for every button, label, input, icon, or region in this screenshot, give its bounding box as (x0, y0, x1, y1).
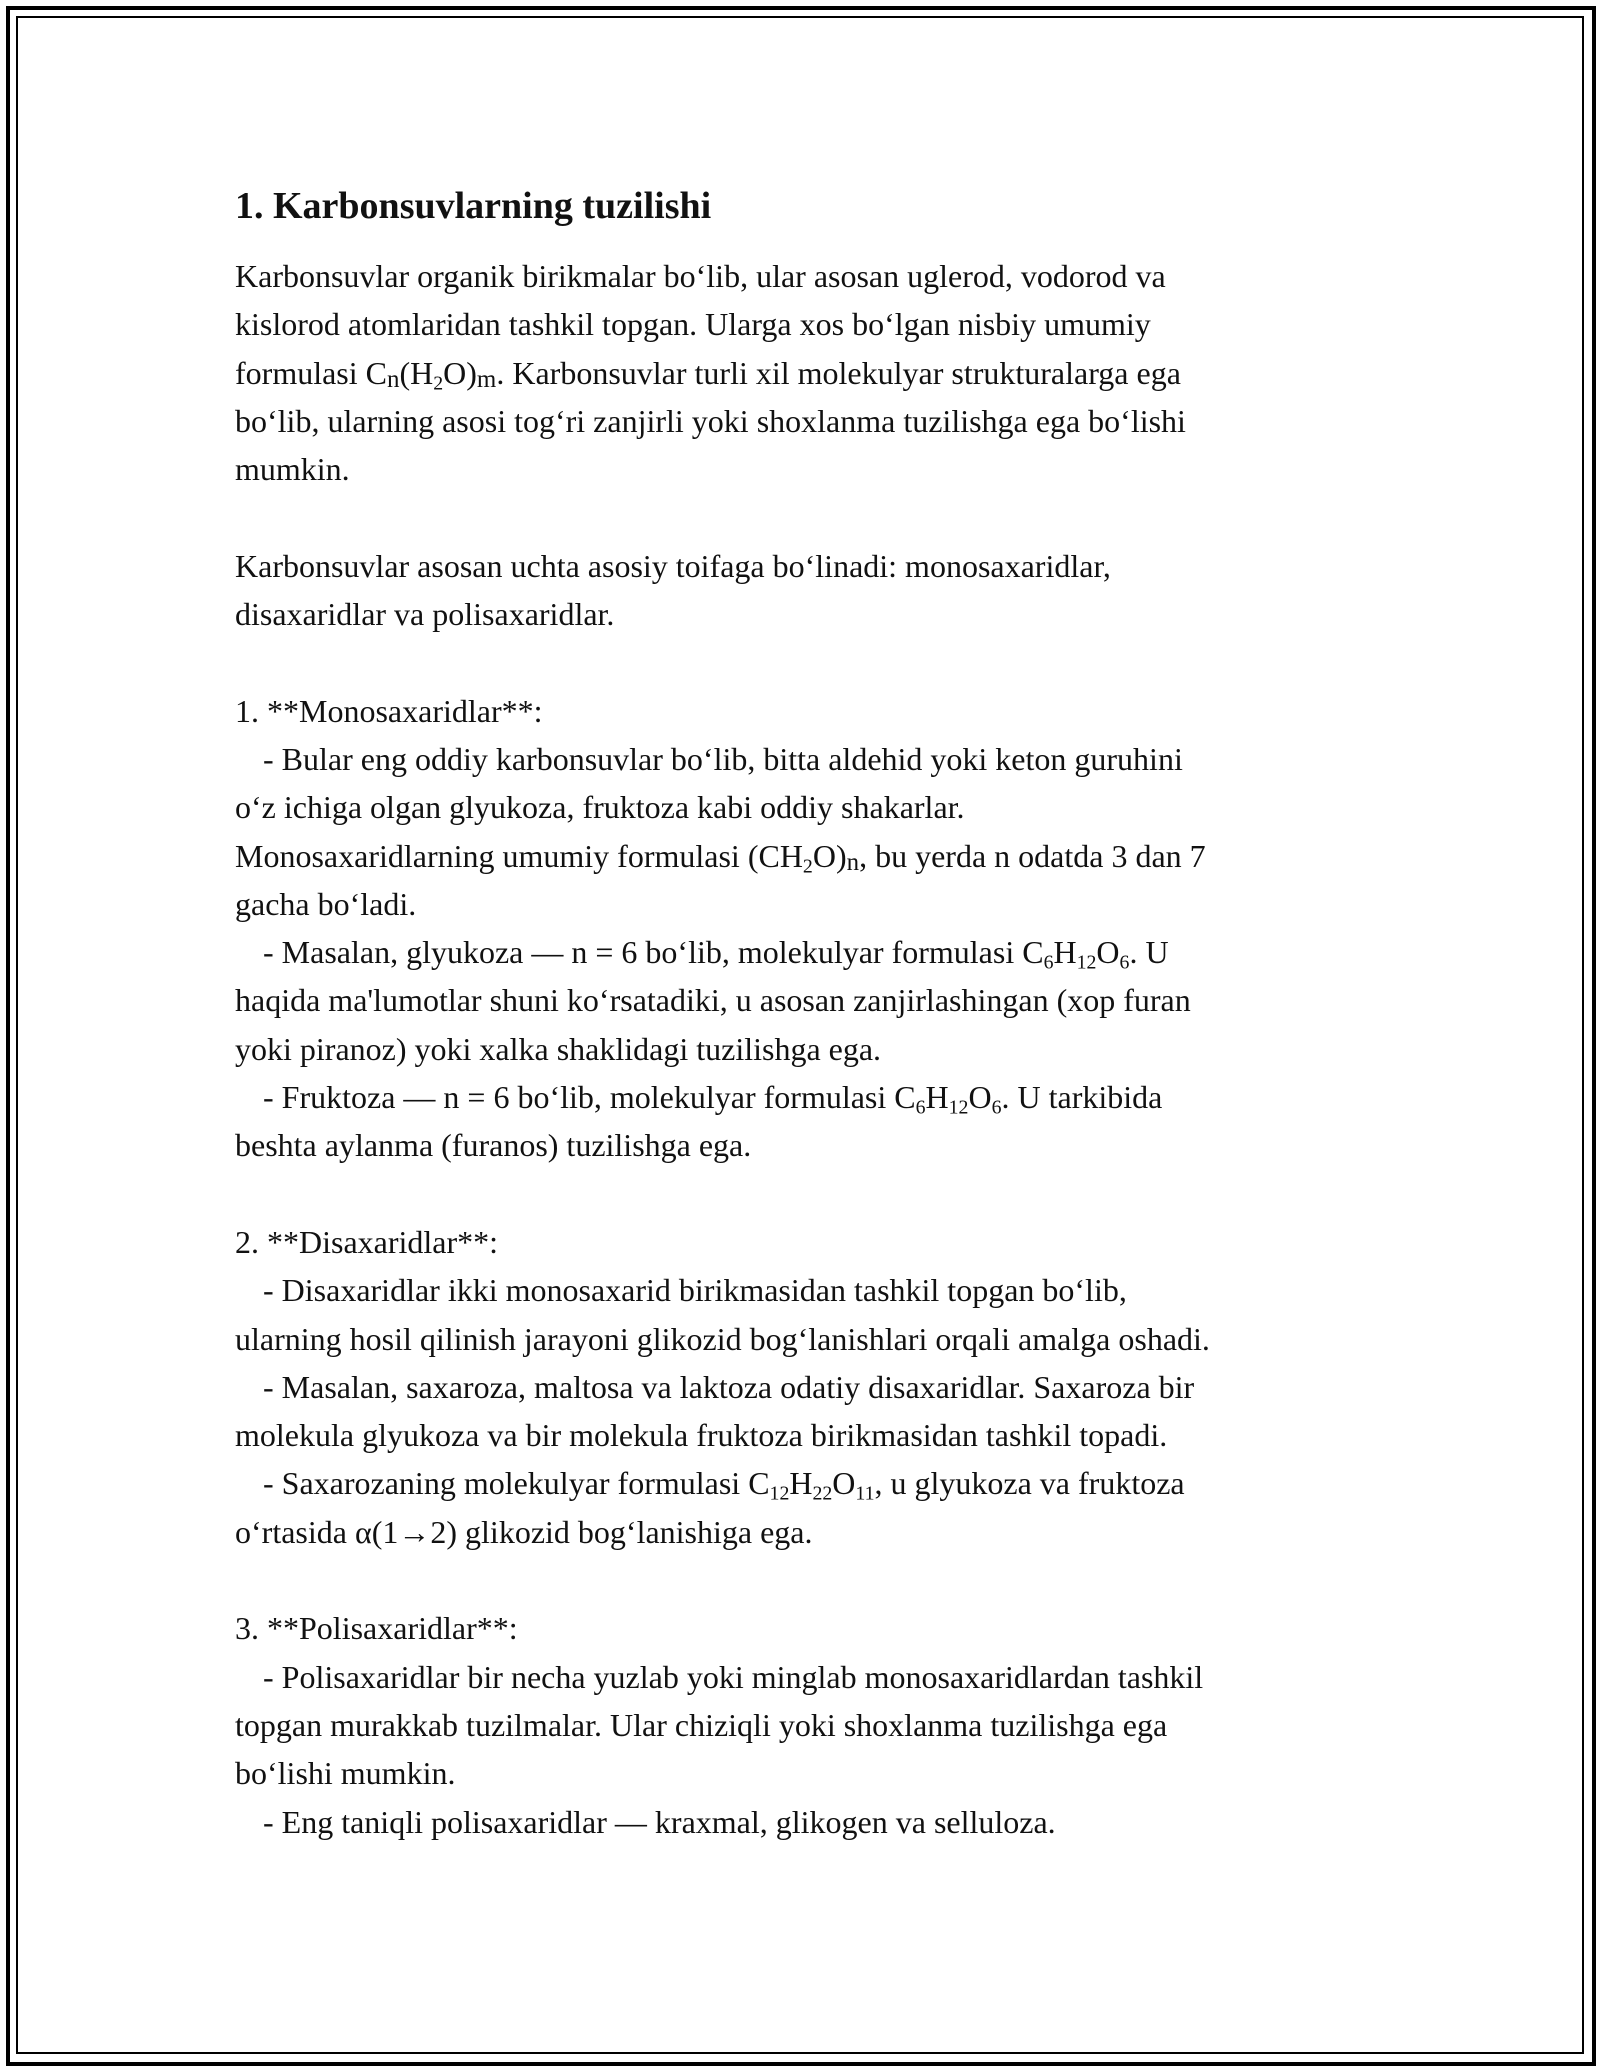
text-line: bo‘lib, ularning asosi tog‘ri zanjirli yoki shoxlanma tuzilishga ega bo‘lishi (235, 402, 1186, 439)
formula-line: Monosaxaridlarning umumiy formulasi $(CH_2O)_n$, bu yerda n odatda 3 dan 7 (235, 837, 1206, 878)
text-line: o‘rtasida α(1→2) glikozid bog‘lanishiga ega. (235, 1513, 813, 1550)
list-item: - Saxarozaning molekulyar formulasi $C_{12}H_{22}O_{11}$, u glyukoza va fruktoza (263, 1465, 1185, 1505)
text-line: o‘z ichiga olgan glyukoza, fruktoza kabi oddiy shakarlar. (235, 789, 965, 826)
list-heading: 1. **Monosaxaridlar**: (235, 692, 543, 729)
text-line: Karbonsuvlar organik birikmalar bo‘lib, ular asosan uglerod, vodorod va (235, 258, 1166, 294)
list-heading: 3. **Polisaxaridlar**: (235, 1610, 518, 1647)
text-line: yoki piranoz) yoki xalka shaklidagi tuzilishga ega. (235, 1030, 882, 1067)
monosaccharides-section (235, 687, 1370, 1170)
list-item: - Fruktoza — n = 6 bo‘lib, molekulyar formulasi $C_6H_{12}O_6$. U tarkibida (263, 1079, 1163, 1119)
text-line: mumkin. (235, 451, 350, 488)
text-line: gacha bo‘ladi. (235, 885, 417, 922)
intro-paragraph (235, 252, 1370, 493)
text-line: molekula glyukoza va bir molekula fruktoza birikmasidan tashkil topadi. (235, 1417, 1168, 1454)
text-line: haqida ma'lumotlar shuni ko‘rsatadiki, u asosan zanjirlashingan (xop furan (235, 982, 1191, 1019)
text-line: bo‘lishi mumkin. (235, 1755, 456, 1792)
list-heading: 2. **Disaxaridlar**: (235, 1223, 499, 1260)
text-line: kislorod atomlaridan tashkil topgan. Ularga xos bo‘lgan nisbiy umumiy (235, 306, 1151, 343)
list-item: - Disaxaridlar ikki monosaxarid birikmasidan tashkil topgan bo‘lib, (263, 1272, 1127, 1309)
classes-paragraph (235, 542, 1370, 639)
list-item: - Bular eng oddiy karbonsuvlar bo‘lib, bitta aldehid yoki keton guruhini (263, 740, 1183, 777)
list-item: - Masalan, glyukoza — n = 6 bo‘lib, molekulyar formulasi $C_6H_{12}O_6$. U (263, 934, 1169, 974)
text-line: disaxaridlar va polisaxaridlar. (235, 596, 615, 633)
section-title: 1. Karbonsuvlarning tuzilishi (235, 185, 712, 227)
text-line: Karbonsuvlar asosan uchta asosiy toifaga bo‘linadi: monosaxaridlar, (235, 547, 1111, 584)
text-line: ularning hosil qilinish jarayoni glikozid bog‘lanishlari orqali amalga oshadi. (235, 1320, 1210, 1357)
text-line: topgan murakkab tuzilmalar. Ular chiziqli yoki shoxlanma tuzilishga ega (235, 1706, 1168, 1743)
document-body (235, 182, 1370, 1846)
text-line: beshta aylanma (furanos) tuzilishga ega. (235, 1127, 752, 1164)
list-item: - Eng taniqli polisaxaridlar — kraxmal, glikogen va selluloza. (263, 1803, 1056, 1840)
list-item: - Polisaxaridlar bir necha yuzlab yoki minglab monosaxaridlardan tashkil (263, 1658, 1204, 1695)
polysaccharides-section (235, 1604, 1370, 1845)
disaccharides-section (235, 1218, 1370, 1556)
list-item: - Masalan, saxaroza, maltosa va laktoza odatiy disaxaridlar. Saxaroza bir (263, 1368, 1195, 1405)
formula-line: formulasi $C_n(H_2O)_m$. Karbonsuvlar turli xil molekulyar strukturalarga ega (235, 354, 1181, 395)
